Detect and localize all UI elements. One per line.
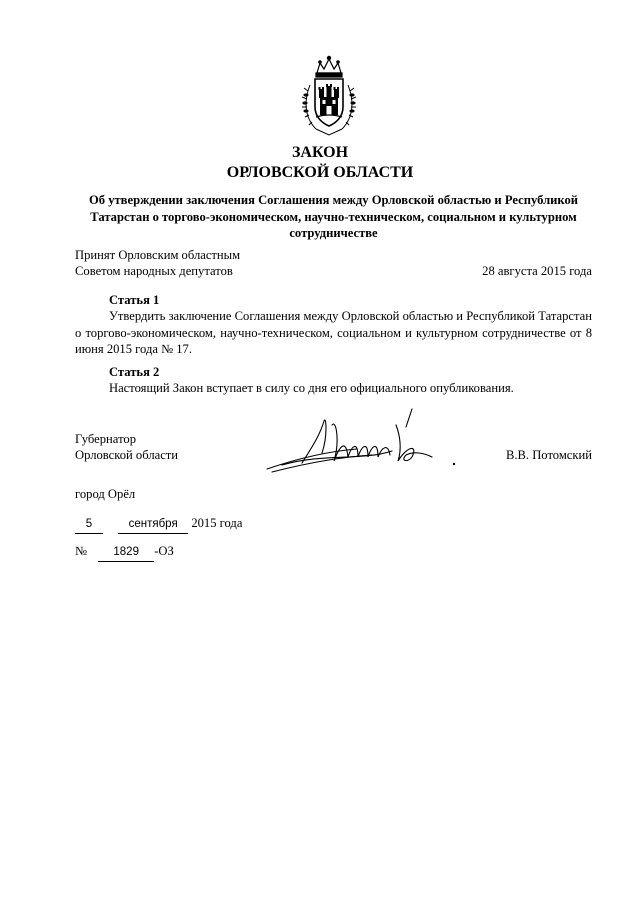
signing-date bbox=[75, 515, 242, 534]
signing-day: 5 bbox=[75, 516, 103, 534]
signatory-position-line-1: Губернатор bbox=[75, 432, 136, 446]
adoption-date: 28 августа 2015 года bbox=[482, 264, 592, 278]
adoption-line-1: Принят Орловским областным bbox=[75, 248, 241, 262]
city-of-signing: город Орёл bbox=[75, 487, 136, 501]
article-1-text: Утвердить заключение Соглашения между Орловской областью и Республикой Татарстан о торгово-экономическом, научно-техническом, социальном и культурном сотрудничестве от 8 июня 2015 года № 17. bbox=[75, 309, 592, 356]
law-number-suffix: -ОЗ bbox=[154, 544, 174, 558]
signing-month: сентября bbox=[118, 516, 188, 534]
number-sign: № bbox=[75, 544, 88, 558]
article-2-text: Настоящий Закон вступает в силу со дня его официального опубликования. bbox=[109, 381, 514, 395]
document-type-heading: ЗАКОН bbox=[291, 144, 349, 161]
region-heading: ОРЛОВСКОЙ ОБЛАСТИ bbox=[226, 164, 414, 181]
signatory-position-line-2: Орловской области bbox=[75, 448, 179, 462]
signatory-name: В.В. Потомский bbox=[505, 448, 592, 462]
handwritten-signature bbox=[262, 405, 462, 480]
adoption-line-2: Советом народных депутатов bbox=[75, 264, 233, 278]
article-1-heading: Статья 1 bbox=[109, 293, 160, 307]
coat-of-arms-emblem bbox=[298, 55, 360, 137]
signing-year: 2015 года bbox=[191, 516, 243, 530]
article-2-heading: Статья 2 bbox=[109, 365, 160, 379]
law-number: 1829 bbox=[98, 544, 154, 562]
law-number-line bbox=[75, 543, 174, 562]
law-subject-title: Об утверждении заключения Соглашения между Орловской областью и Республикой Татарстан о торгово-экономическом, научно-техническом, социальном и культурном сотрудничестве bbox=[88, 193, 579, 240]
